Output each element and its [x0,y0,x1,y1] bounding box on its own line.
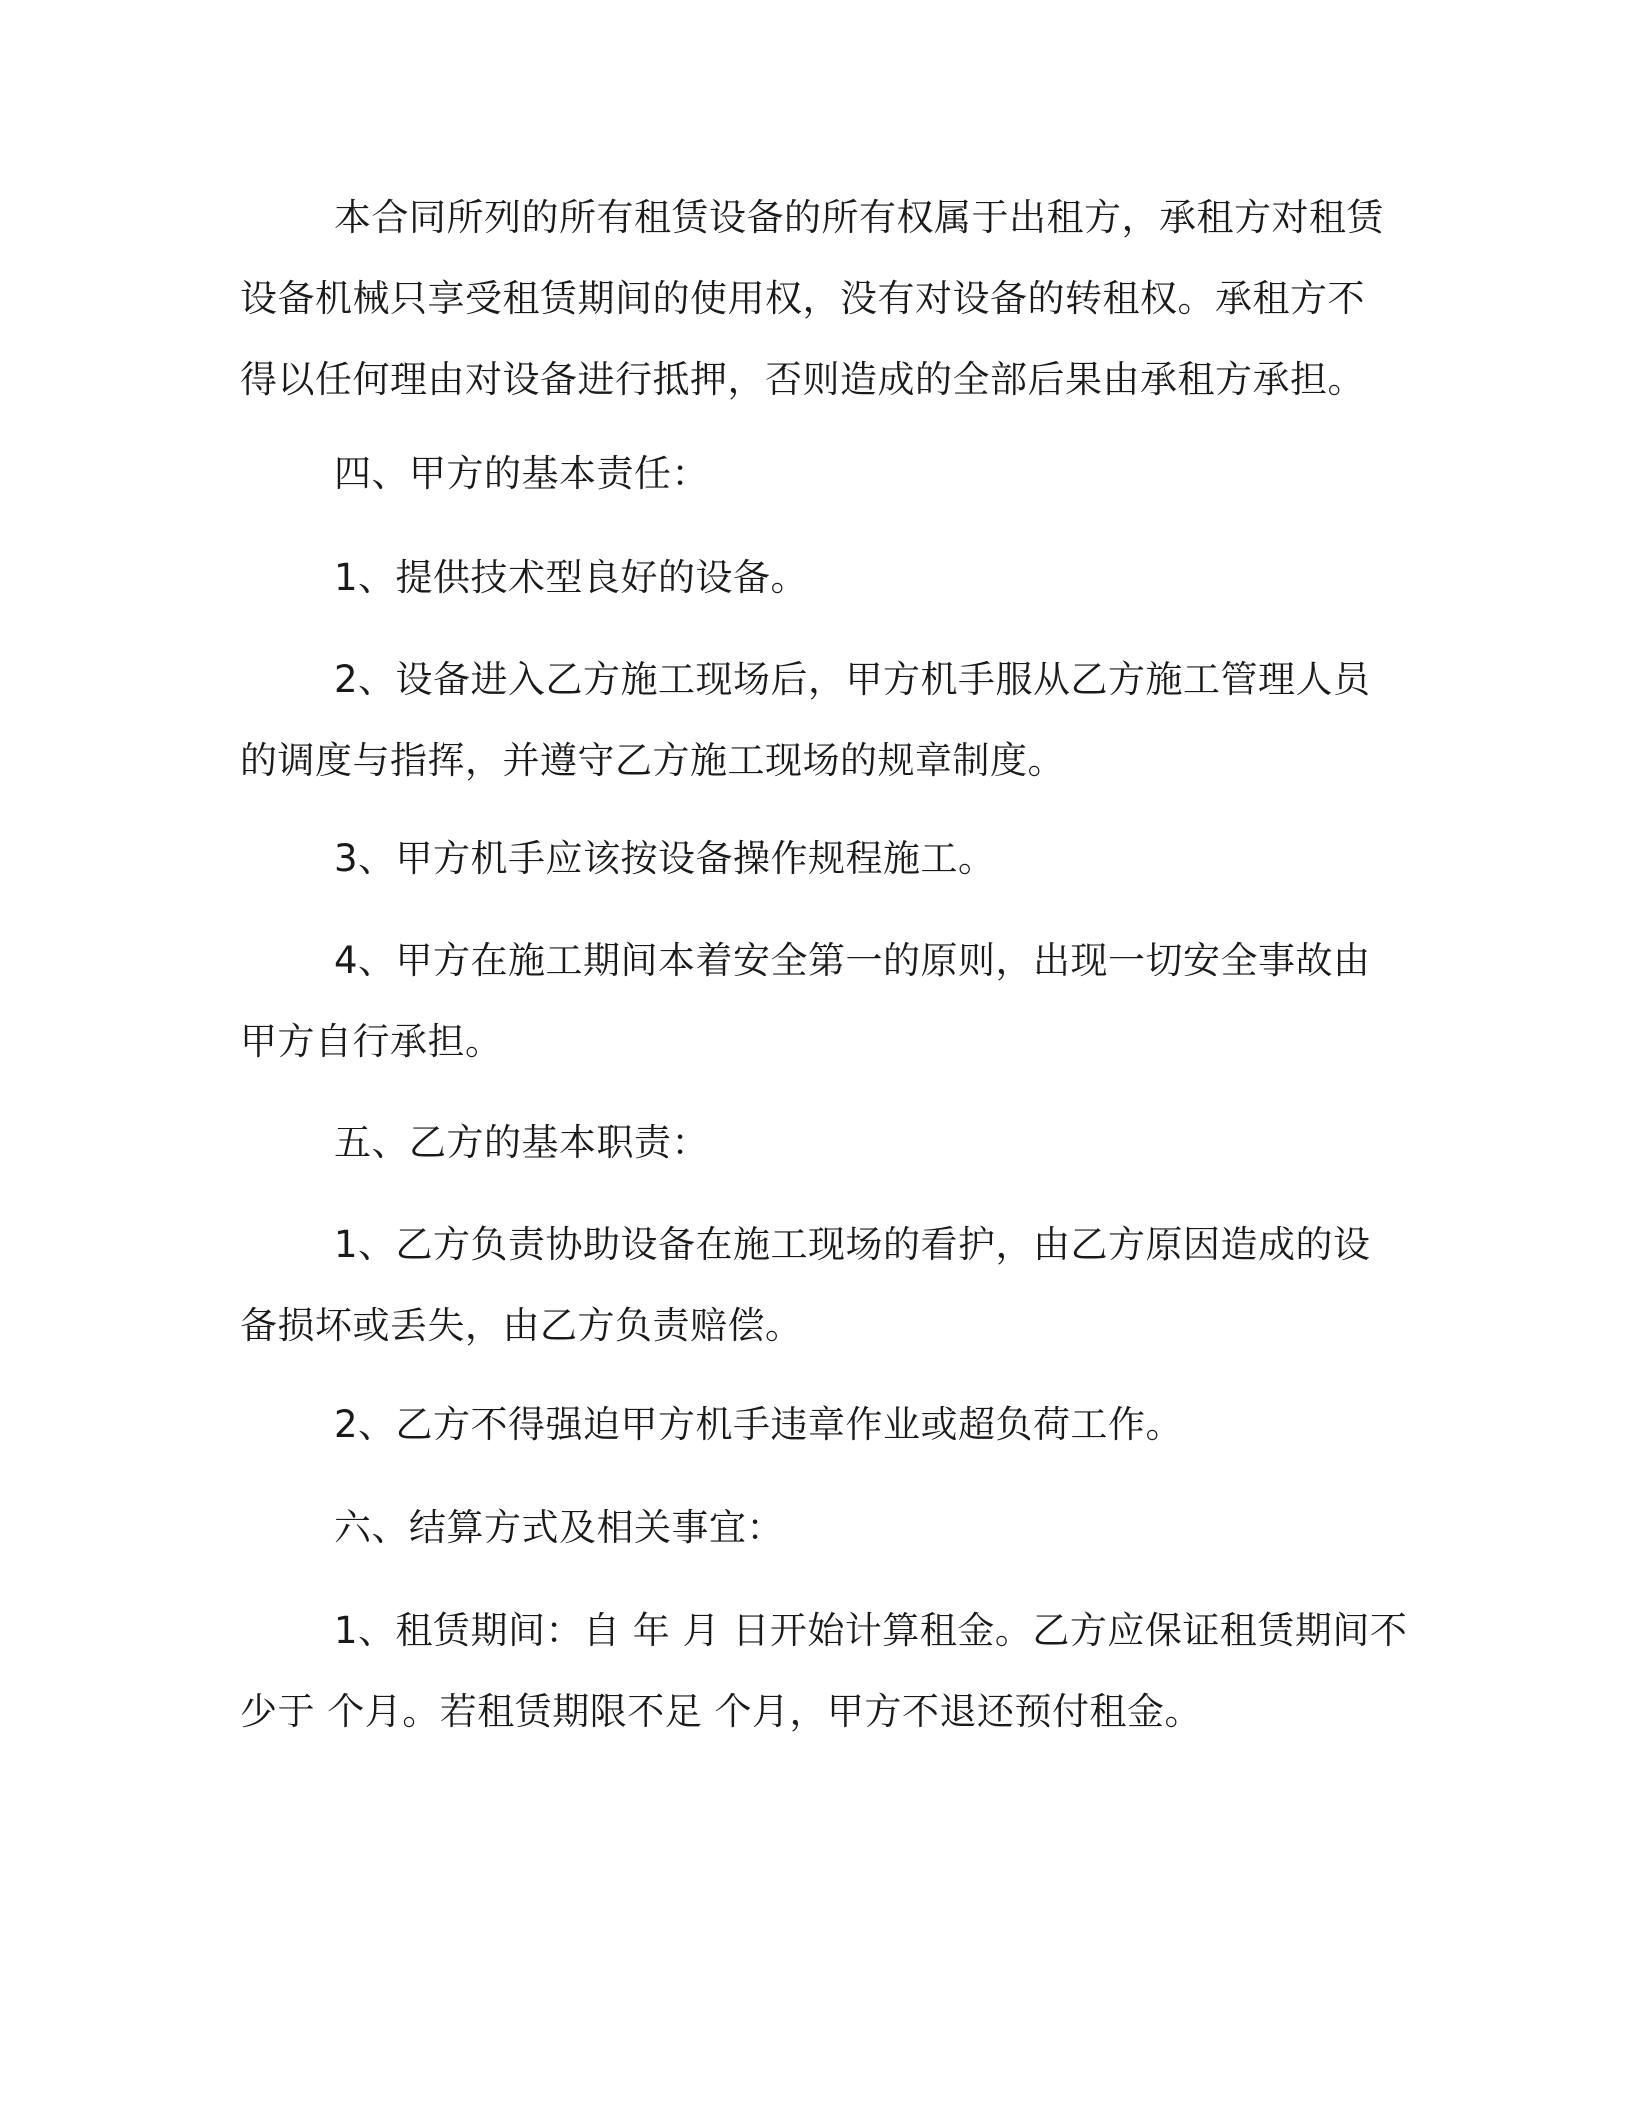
heading-text: 六、结算方式及相关事宜： [334,1506,784,1549]
section-4-item-2 [240,639,1380,801]
section-4-heading [240,433,1380,514]
heading-text: 四、甲方的基本责任： [334,452,709,495]
section-6-item-1 [240,1590,1408,1752]
text-line: 2、乙方不得强迫甲方机手违章作业或超负荷工作。 [334,1403,1184,1446]
text-line: 3、甲方机手应该按设备操作规程施工。 [334,837,996,880]
section-4-item-4 [240,920,1380,1082]
text-line: 得以任何理由对设备进行抵押，否则造成的全部后果由承租方承担。 [240,358,1365,401]
text-line: 的调度与指挥，并遵守乙方施工现场的规章制度。 [240,739,1065,782]
text-line: 4、甲方在施工期间本着安全第一的原则，出现一切安全事故由 [334,939,1371,982]
section-5-heading [240,1102,1380,1183]
text-line: 1、提供技术型良好的设备。 [334,556,809,599]
section-5-item-1 [240,1204,1380,1366]
paragraph-ownership [240,177,1384,420]
text-line: 本合同所列的所有租赁设备的所有权属于出租方，承租方对租赁 [334,196,1384,239]
text-line: 1、租赁期间：自 年 月 日开始计算租金。乙方应保证租赁期间不 [334,1609,1408,1652]
text-line: 甲方自行承担。 [240,1020,503,1063]
section-6-heading [240,1487,1380,1568]
text-line: 备损坏或丢失，由乙方负责赔偿。 [240,1304,803,1347]
section-4-item-1 [240,537,1380,618]
text-line: 2、设备进入乙方施工现场后，甲方机手服从乙方施工管理人员 [334,658,1371,701]
section-5-item-2 [240,1384,1380,1465]
text-line: 少于 个月。若租赁期限不足 个月，甲方不退还预付租金。 [240,1690,1203,1733]
heading-text: 五、乙方的基本职责： [334,1121,709,1164]
text-line: 设备机械只享受租赁期间的使用权，没有对设备的转租权。承租方不 [240,277,1365,320]
text-line: 1、乙方负责协助设备在施工现场的看护，由乙方原因造成的设 [334,1223,1371,1266]
section-4-item-3 [240,818,1380,899]
